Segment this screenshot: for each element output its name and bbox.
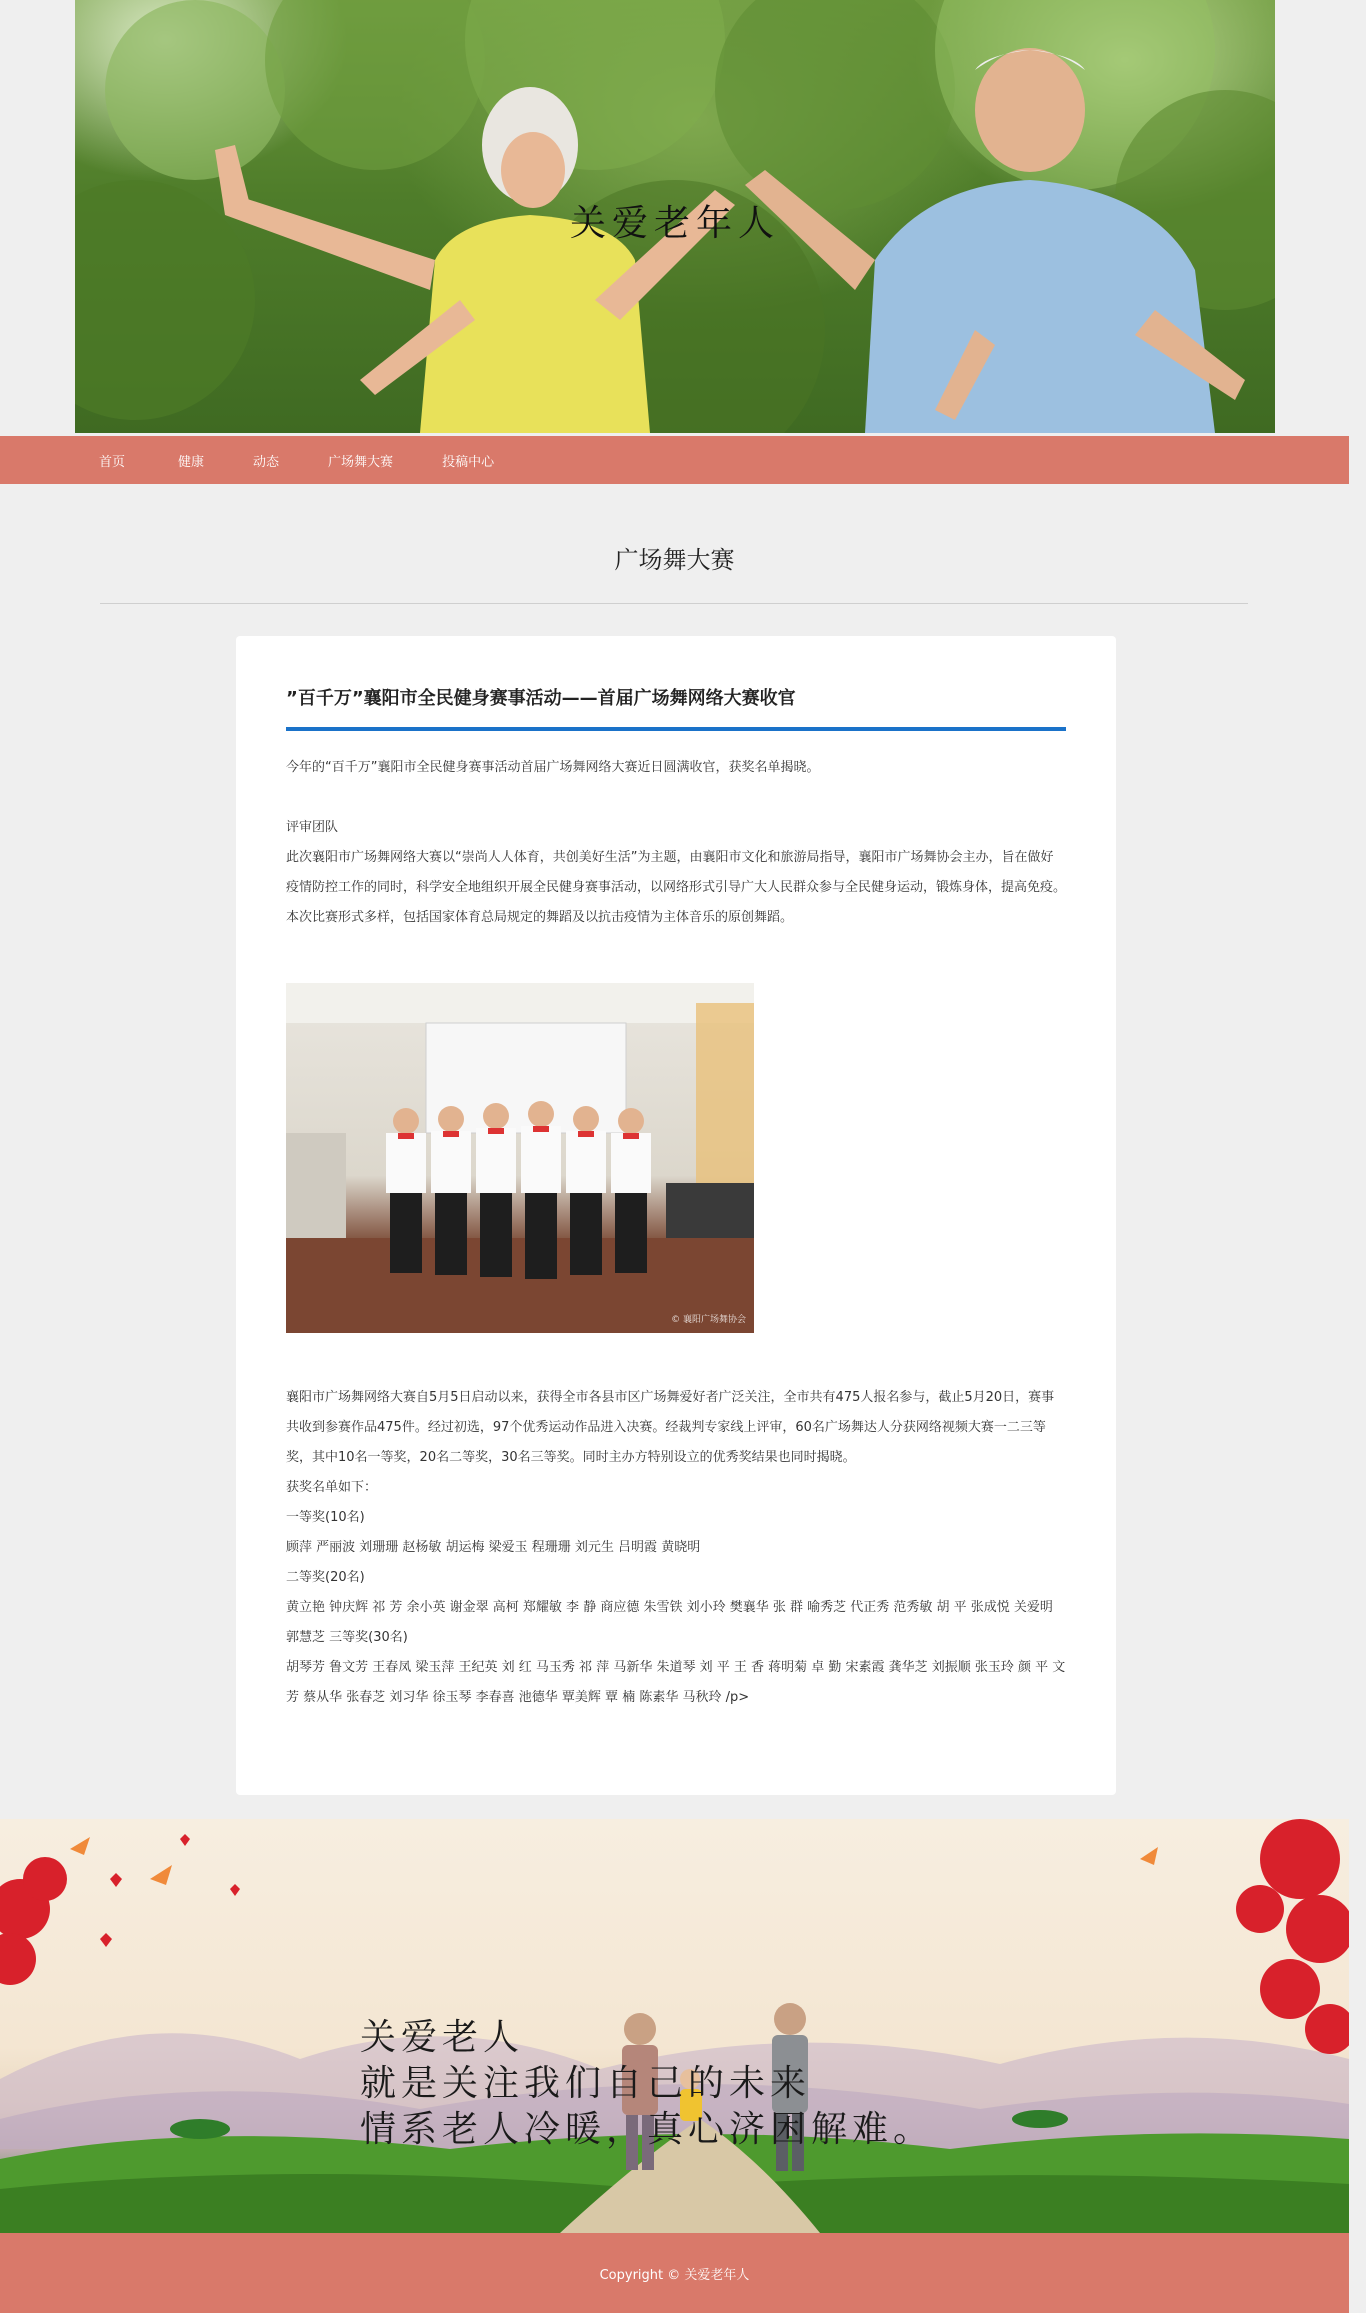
nav-item-home[interactable]: 首页 [99, 454, 126, 470]
hero-banner [75, 0, 1275, 433]
landscape-art [0, 1819, 1349, 2233]
article-title: ”百千万”襄阳市全民健身赛事活动——首届广场舞网络大赛收官 [286, 688, 796, 709]
title-underline [286, 727, 1066, 731]
nav-item-news[interactable]: 动态 [253, 454, 280, 470]
article-photo [286, 983, 754, 1333]
list-item: 黄立艳 钟庆辉 祁 芳 余小英 谢金翠 高柯 郑耀敏 李 静 商应德 朱雪铁 刘小玲 樊襄华 张 群 喻秀芝 代正秀 范秀敏 胡 平 张成悦 关爱明 郭慧芝 三等奖(30名) [286, 1600, 1053, 1645]
article-body: 襄阳市广场舞网络大赛自5月5日启动以来，获得全市各县市区广场舞爱好者广泛关注，全市共有475人报名参与，截止5月20日，赛事共收到参赛作品475件。经过初选，97个优秀运动作品进入决赛。经裁判专家线上评审，60名广场舞达人分获网络视频大赛一二三等奖，其中10名一等奖，20名二等奖，30名三等奖。同时主办方特别设立的优秀奖结果也同时揭晓。 [286, 1390, 1055, 1465]
winners-list [286, 1473, 1066, 1713]
main-nav [0, 436, 1349, 484]
list-item: 一等奖(10名) [286, 1510, 365, 1525]
copyright-text: Copyright © 关爱老年人 [599, 2268, 750, 2283]
slogan-line-1: 关爱老人 [360, 2017, 525, 2058]
list-item: 顾萍 严丽波 刘珊珊 赵杨敏 胡运梅 梁爱玉 程珊珊 刘元生 吕明霞 黄晓明 [286, 1540, 701, 1555]
photo-watermark: © 襄阳广场舞协会 [671, 1315, 746, 1325]
hero-title: 关爱老年人 [569, 203, 780, 244]
list-item: 二等奖(20名) [286, 1570, 365, 1585]
list-item: 胡琴芳 鲁文芳 王春凤 梁玉萍 王纪英 刘 红 马玉秀 祁 萍 马新华 朱道琴 刘 平 王 香 蒋明菊 卓 勤 宋素霞 龚华芝 刘振顺 张玉玲 颜 平 文 芳 蔡从华 张春芝 刘习华 徐玉琴 李春喜 池德华 覃美辉 覃 楠 陈素华 马秋玲 /p> [286, 1660, 1066, 1705]
slogan-line-2: 就是关注我们自己的未来 [360, 2063, 812, 2104]
list-item: 获奖名单如下： [286, 1480, 378, 1495]
article-intro: 今年的“百千万”襄阳市全民健身赛事活动首届广场舞网络大赛近日圆满收官，获奖名单揭晓。 [286, 760, 820, 775]
section-divider [100, 603, 1248, 604]
article-card [236, 636, 1116, 1795]
nav-item-submission[interactable]: 投稿中心 [442, 454, 495, 470]
jury-heading: 评审团队 [286, 820, 339, 835]
jury-text: 此次襄阳市广场舞网络大赛以“崇尚人人体育，共创美好生活”为主题，由襄阳市文化和旅游局指导，襄阳市广场舞协会主办，旨在做好疫情防控工作的同时，科学安全地组织开展全民健身赛事活动，以网络形式引导广大人民群众参与全民健身运动，锻炼身体，提高免疫。本次比赛形式多样，包括国家体育总局规定的舞蹈及以抗击疫情为主体音乐的原创舞蹈。 [286, 850, 1067, 925]
page-title: 广场舞大赛 [614, 546, 735, 574]
nav-item-dance-contest[interactable]: 广场舞大赛 [328, 454, 394, 470]
footer-illustration [0, 1819, 1349, 2233]
nav-item-health[interactable]: 健康 [178, 454, 205, 470]
slogan-line-3: 情系老人冷暖，真心济困解难。 [360, 2109, 935, 2150]
footer-bar [0, 2233, 1349, 2313]
